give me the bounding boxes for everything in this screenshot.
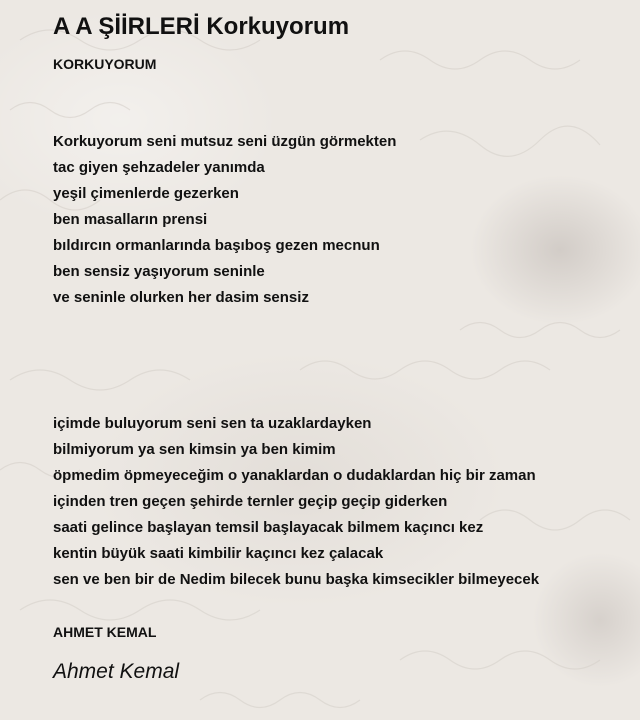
poem-line: içimde buluyorum seni sen ta uzaklardayken <box>53 415 372 432</box>
page-title: A A ŞİİRLERİ Korkuyorum <box>53 13 350 40</box>
poem-line: ben masalların prensi <box>53 211 208 228</box>
poem-line: tac giyen şehzadeler yanımda <box>53 159 265 176</box>
poem-line: bilmiyorum ya sen kimsin ya ben kimim <box>53 441 336 458</box>
author-signature: Ahmet Kemal <box>53 660 180 683</box>
poem-line: öpmedim öpmeyeceğim o yanaklardan o dudaklardan hiç bir zaman <box>53 467 536 484</box>
stanza-2 <box>53 411 539 593</box>
poem-line: ve seninle olurken her dasim sensiz <box>53 289 309 306</box>
poem-line: içinden tren geçen şehirde ternler geçip geçip giderken <box>53 493 448 510</box>
poem-heading: KORKUYORUM <box>53 56 157 72</box>
poem-line: sen ve ben bir de Nedim bilecek bunu başka kimsecikler bilmeyecek <box>53 571 540 588</box>
stanza-1 <box>53 129 396 311</box>
author-name: AHMET KEMAL <box>53 624 157 640</box>
poem-line: saati gelince başlayan temsil başlayacak bilmem kaçıncı kez <box>53 519 484 536</box>
poem-line: ben sensiz yaşıyorum seninle <box>53 263 265 280</box>
poem-line: bıldırcın ormanlarında başıboş gezen mecnun <box>53 237 380 254</box>
poem-line: kentin büyük saati kimbilir kaçıncı kez çalacak <box>53 545 384 562</box>
poem-line: yeşil çimenlerde gezerken <box>53 185 239 202</box>
poem-line: Korkuyorum seni mutsuz seni üzgün görmekten <box>53 133 397 150</box>
